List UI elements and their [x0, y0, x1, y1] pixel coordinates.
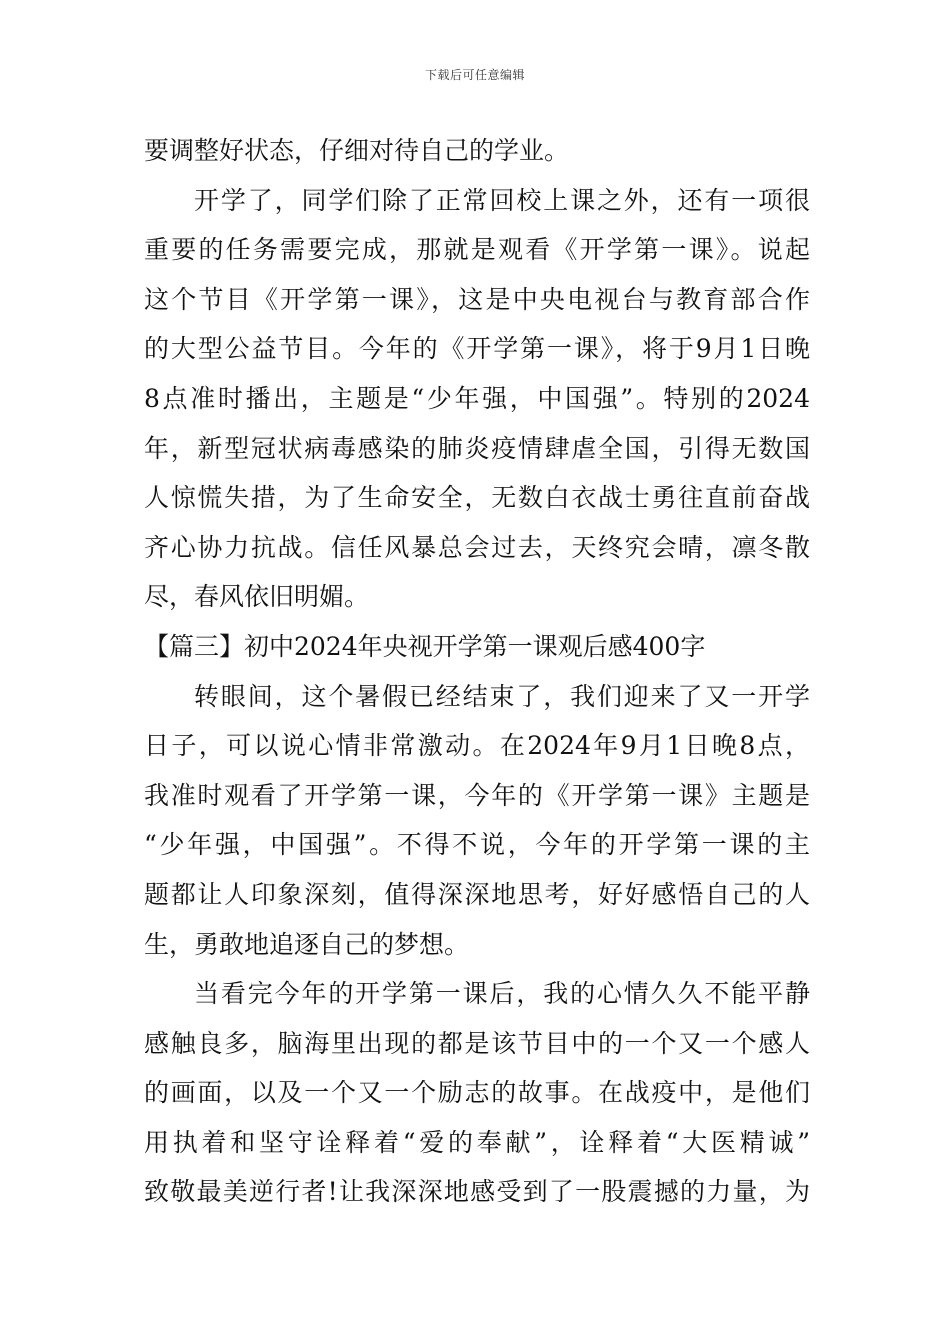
text-line: 的大型公益节目。今年的《开学第一课》，将于9月1日晚: [144, 334, 810, 364]
text-line: 转眼间，这个暑假已经结束了，我们迎来了又一开学: [194, 681, 810, 711]
section-heading: 【篇三】初中2024年央视开学第一课观后感400字: [144, 631, 706, 661]
text-line: 题都让人印象深刻，值得深深地思考，好好感悟自己的人: [144, 879, 810, 909]
text-line: 的画面，以及一个又一个励志的故事。在战疫中，是他们: [144, 1078, 810, 1108]
text-line: 我准时观看了开学第一课，今年的《开学第一课》主题是: [144, 780, 810, 810]
text-line: 这个节目《开学第一课》，这是中央电视台与教育部合作: [144, 284, 810, 314]
text-line: 齐心协力抗战。信任风暴总会过去，天终究会晴，凛冬散: [144, 532, 810, 562]
text-line: 尽，春风依旧明媚。: [144, 582, 370, 612]
text-line: 人惊慌失措，为了生命安全，无数白衣战士勇往直前奋战: [144, 483, 810, 513]
text-line: 生，勇敢地追逐自己的梦想。: [144, 929, 470, 959]
page-header: 下载后可任意编辑: [424, 68, 525, 82]
text-line: 用执着和坚守诠释着“爱的奉献”，诠释着“大医精诚”: [144, 1127, 810, 1157]
document-body: [144, 126, 810, 1217]
text-line: 日子，可以说心情非常激动。在2024年9月1日晚8点，: [144, 731, 810, 761]
text-line: 8点准时播出，主题是“少年强，中国强”。特别的2024: [144, 383, 810, 413]
text-line: 当看完今年的开学第一课后，我的心情久久不能平静: [194, 979, 810, 1009]
text-line: “少年强，中国强”。不得不说，今年的开学第一课的主: [144, 830, 810, 860]
text-line: 重要的任务需要完成，那就是观看《开学第一课》。说起: [144, 235, 810, 265]
text-line: 致敬最美逆行者!让我深深地感受到了一股震撼的力量，为: [144, 1177, 810, 1207]
text-line: 感触良多，脑海里出现的都是该节目中的一个又一个感人: [144, 1028, 810, 1058]
text-line: 年，新型冠状病毒感染的肺炎疫情肆虐全国，引得无数国: [144, 433, 810, 463]
text-line: 要调整好状态，仔细对待自己的学业。: [144, 136, 570, 165]
text-line: 开学了，同学们除了正常回校上课之外，还有一项很: [194, 185, 810, 215]
